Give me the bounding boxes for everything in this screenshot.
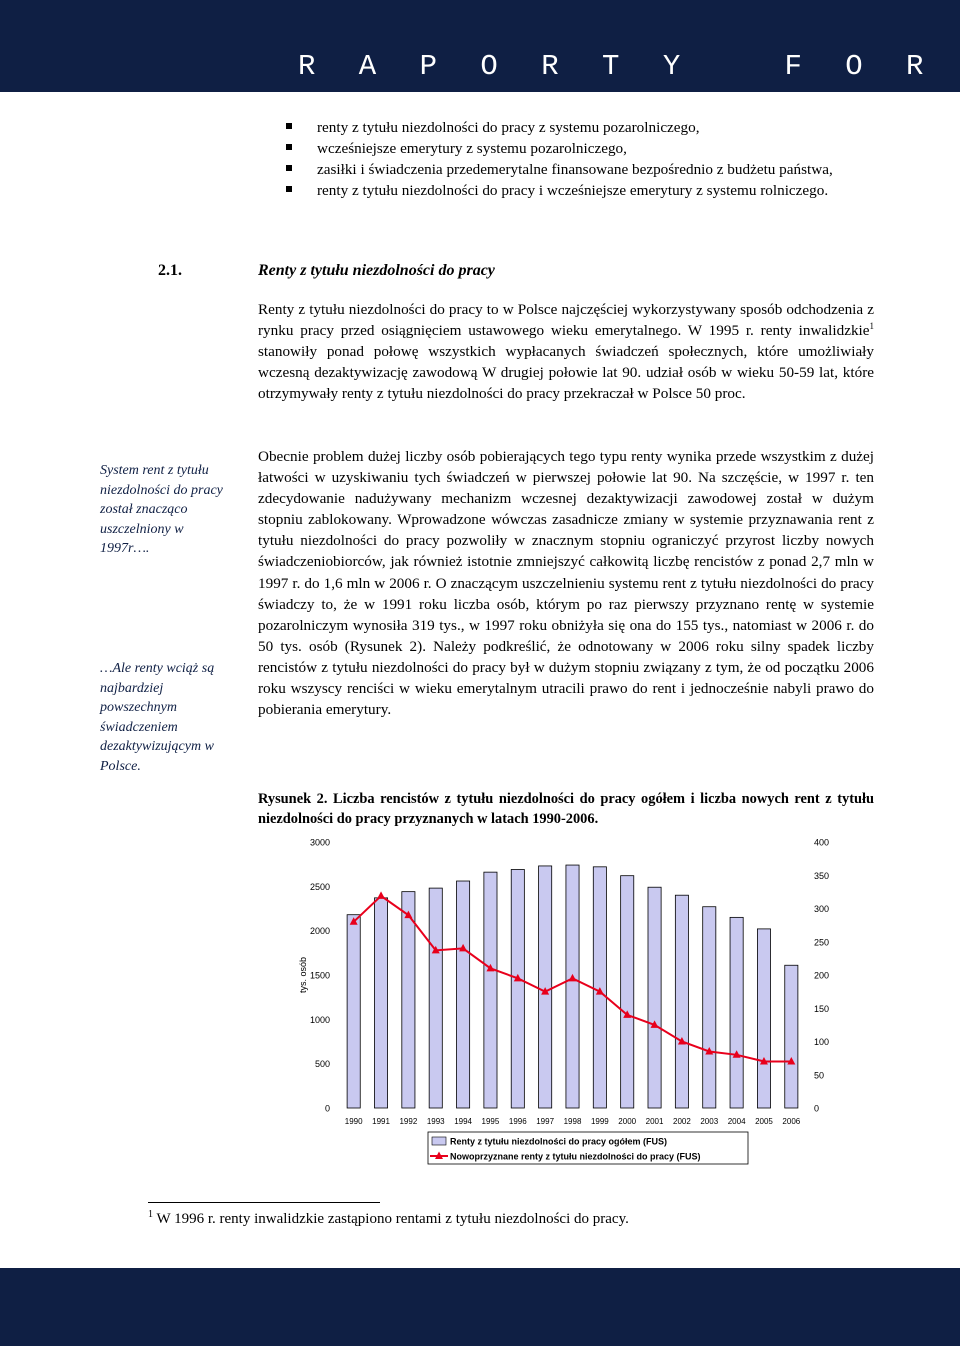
bullet-square-icon [286, 165, 292, 171]
chart-bar [374, 898, 387, 1108]
x-tick-label: 1996 [508, 1117, 527, 1126]
x-tick-label: 2002 [673, 1117, 691, 1126]
legend-label-bars: Renty z tytułu niezdolności do pracy ogółem (FUS) [450, 1136, 668, 1147]
bullet-item [258, 180, 878, 201]
y-right-tick-label: 300 [814, 904, 830, 914]
x-tick-label: 1990 [344, 1117, 363, 1126]
chart-bar [402, 892, 415, 1108]
y-left-tick-label: 2000 [309, 926, 330, 937]
chart-bar [484, 872, 497, 1108]
footnote-ref[interactable]: 1 [869, 321, 874, 332]
y-left-tick-label: 3000 [309, 837, 330, 848]
y-right-tick-label: 50 [814, 1070, 825, 1081]
y-right-tick-label: 150 [814, 1003, 830, 1014]
bullet-square-icon [286, 144, 292, 150]
bullet-text: renty z tytułu niezdolności do pracy z systemu pozarolniczego, [317, 119, 700, 136]
chart-bar [675, 895, 688, 1108]
x-tick-label: 1998 [563, 1117, 582, 1126]
y-left-tick-label: 0 [324, 1103, 330, 1114]
footnote-rule [148, 1202, 380, 1203]
footnote-number: 1 [148, 1209, 153, 1220]
figure-caption: Rysunek 2. Liczba rencistów z tytułu niezdolności do pracy ogółem i liczba nowych rent z tytułu niezdolności do pracy przyznanych w latach 1990-2006. [258, 791, 874, 827]
paragraph-body: Obecnie problem dużej liczby osób pobierających tego typu renty wynika przede wszystkim z dużej łatwości w uzyskiwaniu tych świadczeń w pierwszej połowie lat 90. Na szczęście, w 1997 r. ten zdecydowanie nadużywany mechanizm wczesnej dezaktywizacji zawodowej został w dużym stopniu zablokowany. Wprowadzone wówczas zasadnicze zmiany w systemie przyznawania rent z tytułu niezdolności do pracy pozwoliły w znacznym stopniu ograniczyć przyrost liczby nowych świadczeniobiorców, jak również istotnie zmniejszyć całkowitą liczbę rencistów z ponad 2,7 mln w 1997 r. do 1,6 mln w 2006 r. O znaczącym uszczelnieniu systemu rent z tytułu niezdolności do pracy świadczy to, że w 1991 roku liczba osób, którym po raz pierwszy przyznano rentę w systemie pozarolniczym wynosiła 319 tys., w 1997 roku obniżyła się ona do 155 tys., natomiast w 2006 r. do 50 tys. osób (Rysunek 2). Należy podkreślić, że odnotowany w 2006 roku silny spadek liczby rencistów z tytułu niezdolności do pracy był w dużym stopniu związany z tym, że od początku 2006 roku wszyscy renciści w wieku emerytalnym utracili prawo do rent i jednocześnie nabyli prawo do pobierania emerytury. [258, 448, 874, 719]
chart-bar [703, 907, 716, 1108]
bullet-text: wcześniejsze emerytury z systemu pozarolniczego, [317, 140, 627, 157]
chart-line-point [377, 891, 385, 899]
chart-bar [347, 915, 360, 1108]
chart-bar [757, 929, 770, 1108]
bullet-item [258, 159, 878, 180]
y-right-tick-label: 200 [814, 970, 830, 981]
x-tick-label: 2006 [782, 1117, 801, 1126]
footnote-text: W 1996 r. renty inwalidzkie zastąpiono rentami z tytułu niezdolności do pracy. [153, 1211, 629, 1227]
bullet-item [258, 117, 878, 138]
y-right-tick-label: 350 [814, 870, 830, 881]
bullet-square-icon [286, 186, 292, 192]
chart-bar [785, 965, 798, 1108]
section-title: Renty z tytułu niezdolności do pracy [258, 262, 495, 279]
paragraph-text: stanowiły ponad połowę wszystkich wypłacanych świadczeń społecznych, które umożliwiały wczesną dezaktywizację zawodową W drugiej połowie lat 90. udział osób w wieku 50-59 lat, które otrzymywały renty z tytułu niezdolności do pracy przekraczał w Polsce 50 proc. [258, 343, 874, 403]
sidenote-1: System rent z tytułu niezdolności do pracy został znacząco uszczelniony w 1997r…. [100, 463, 223, 557]
bullet-list [258, 117, 878, 201]
chart-bar [566, 865, 579, 1108]
y-left-tick-label: 2500 [309, 881, 330, 892]
footnote [148, 1211, 629, 1228]
x-tick-label: 2004 [727, 1117, 746, 1126]
sidenote-2: …Ale renty wciąż są najbardziej powszechnym świadczeniem dezaktywizującym w Polsce. [100, 661, 215, 774]
x-tick-label: 2003 [700, 1117, 719, 1126]
header-title: R A P O R T Y F O R [298, 50, 937, 83]
x-tick-label: 1993 [426, 1117, 445, 1126]
x-tick-label: 1995 [481, 1117, 500, 1126]
y-right-tick-label: 400 [814, 837, 830, 848]
chart-bar [429, 888, 442, 1108]
chart-bar [621, 876, 634, 1108]
legend-label-line: Nowoprzyznane renty z tytułu niezdolności do pracy (FUS) [450, 1151, 701, 1162]
bullet-item [258, 138, 878, 159]
chart-bar [457, 881, 470, 1108]
x-tick-label: 2005 [755, 1117, 773, 1126]
legend-bar-swatch [432, 1137, 446, 1145]
y-right-tick-label: 0 [814, 1103, 820, 1114]
y-axis-label: tys. osób [298, 956, 308, 994]
chart-bar [730, 917, 743, 1108]
paragraph-intro [258, 299, 874, 404]
bullet-square-icon [286, 123, 292, 129]
footer-band [0, 1268, 960, 1346]
y-right-tick-label: 250 [814, 937, 830, 948]
chart-bar [511, 869, 524, 1108]
x-tick-label: 1994 [454, 1117, 472, 1126]
y-left-tick-label: 1000 [309, 1014, 330, 1025]
chart-bar [539, 866, 552, 1108]
y-right-tick-label: 100 [814, 1037, 830, 1047]
bullet-text: zasiłki i świadczenia przedemerytalne finansowane bezpośrednio z budżetu państwa, [317, 161, 833, 178]
x-tick-label: 1999 [590, 1117, 609, 1126]
y-left-tick-label: 500 [314, 1059, 330, 1070]
paragraph-text: Renty z tytułu niezdolności do pracy to w Polsce najczęściej wykorzystywany sposób odchodzenia z rynku pracy przed osiągnięciem ustawowego wieku emerytalnego. W 1995 r. renty inwalidzkie [258, 301, 874, 340]
x-tick-label: 1997 [536, 1117, 555, 1126]
chart-bar [648, 887, 661, 1108]
x-tick-label: 1992 [399, 1117, 418, 1126]
section-number: 2.1. [158, 262, 182, 279]
x-tick-label: 2001 [645, 1117, 664, 1126]
x-tick-label: 1991 [372, 1117, 390, 1126]
bullet-text: renty z tytułu niezdolności do pracy i wcześniejsze emerytury z systemu rolniczego. [317, 182, 829, 199]
x-tick-label: 2000 [618, 1117, 637, 1126]
chart [290, 830, 830, 1170]
header-band [0, 0, 960, 92]
y-left-tick-label: 1500 [309, 970, 330, 981]
